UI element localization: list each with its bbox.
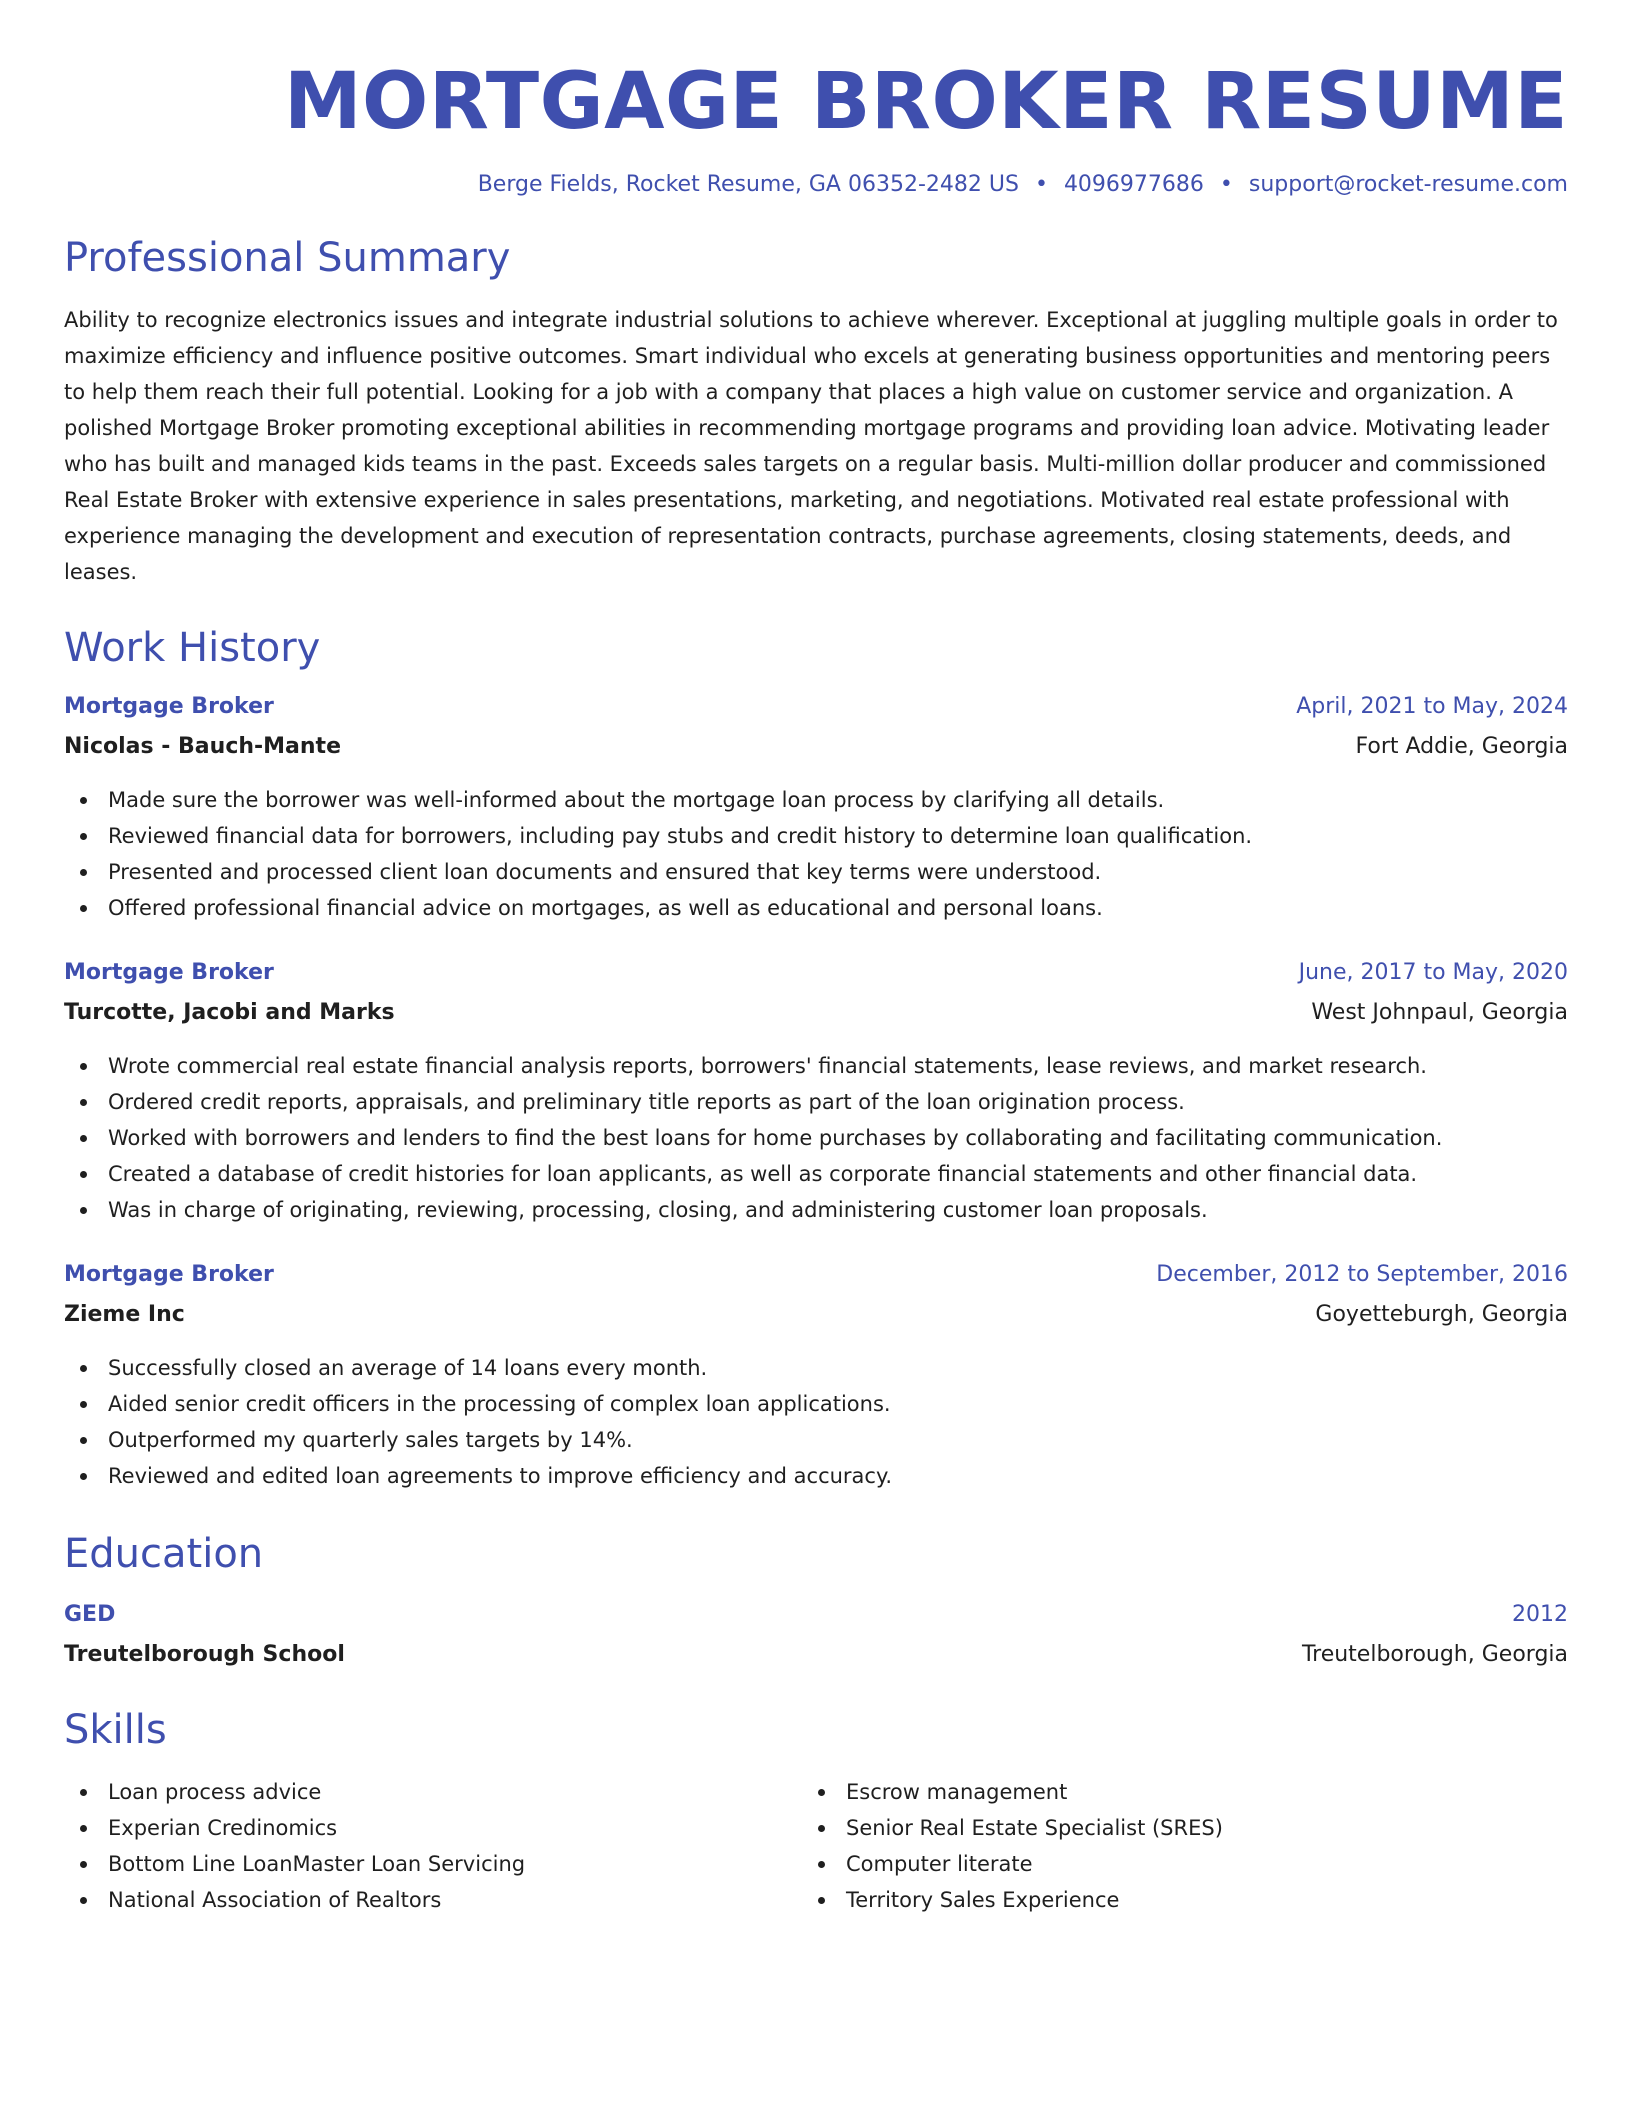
job-company: Nicolas - Bauch-Mante bbox=[64, 734, 341, 759]
contact-separator: • bbox=[1034, 172, 1048, 197]
job-company-row bbox=[64, 998, 1568, 1028]
work-history-section bbox=[64, 624, 1568, 1494]
job-company: Turcotte, Jacobi and Marks bbox=[64, 1000, 395, 1025]
job-company-row bbox=[64, 1300, 1568, 1330]
job-title: Mortgage Broker bbox=[64, 1262, 274, 1287]
job-entry bbox=[64, 692, 1568, 926]
skill-item: Computer literate bbox=[802, 1846, 1540, 1882]
job-bullet: Created a database of credit histories for loan applicants, as well as corporate financial statements and other financial data. bbox=[64, 1156, 1568, 1192]
education-year: 2012 bbox=[1512, 1602, 1568, 1627]
education-entry bbox=[64, 1600, 1568, 1670]
skills-list bbox=[64, 1774, 802, 1918]
job-location: West Johnpaul, Georgia bbox=[1311, 1000, 1568, 1025]
job-title: Mortgage Broker bbox=[64, 694, 274, 719]
education-school-row bbox=[64, 1640, 1568, 1670]
skills-column-left bbox=[64, 1774, 802, 1918]
education-degree-row bbox=[64, 1600, 1568, 1630]
job-company-row bbox=[64, 732, 1568, 762]
job-bullet: Presented and processed client loan documents and ensured that key terms were understood. bbox=[64, 854, 1568, 890]
job-title: Mortgage Broker bbox=[64, 960, 274, 985]
section-heading-education: Education bbox=[64, 1531, 264, 1577]
skill-item: Escrow management bbox=[802, 1774, 1540, 1810]
job-bullets bbox=[64, 1350, 1568, 1494]
job-bullet: Made sure the borrower was well-informed about the mortgage loan process by clarifying all details. bbox=[64, 782, 1568, 818]
job-title-row bbox=[64, 692, 1568, 722]
section-heading-work-history: Work History bbox=[64, 625, 321, 671]
contact-address: Berge Fields, Rocket Resume, GA 06352-2482 US bbox=[477, 172, 1019, 197]
job-bullet: Was in charge of originating, reviewing, processing, closing, and administering customer loan proposals. bbox=[64, 1192, 1568, 1228]
contact-separator: • bbox=[1219, 172, 1233, 197]
job-bullet: Aided senior credit officers in the processing of complex loan applications. bbox=[64, 1386, 1568, 1422]
job-location: Goyetteburgh, Georgia bbox=[1315, 1302, 1568, 1327]
job-dates: December, 2012 to September, 2016 bbox=[1156, 1262, 1568, 1287]
skills-section bbox=[64, 1706, 1568, 1918]
job-bullet: Ordered credit reports, appraisals, and preliminary title reports as part of the loan origination process. bbox=[64, 1084, 1568, 1120]
job-bullets bbox=[64, 1048, 1568, 1228]
skill-item: Territory Sales Experience bbox=[802, 1882, 1540, 1918]
education-degree: GED bbox=[64, 1602, 116, 1627]
job-entry bbox=[64, 1260, 1568, 1494]
resume-title: MORTGAGE BROKER RESUME bbox=[283, 57, 1568, 147]
job-title-row bbox=[64, 1260, 1568, 1290]
job-bullet: Offered professional financial advice on mortgages, as well as educational and personal loans. bbox=[64, 890, 1568, 926]
job-entry bbox=[64, 958, 1568, 1228]
job-bullet: Reviewed and edited loan agreements to improve efficiency and accuracy. bbox=[64, 1458, 1568, 1494]
job-bullet: Outperformed my quarterly sales targets by 14%. bbox=[64, 1422, 1568, 1458]
professional-summary-section bbox=[64, 234, 1568, 590]
job-bullet: Worked with borrowers and lenders to find the best loans for home purchases by collaborating and facilitating communication. bbox=[64, 1120, 1568, 1156]
job-bullet: Successfully closed an average of 14 loans every month. bbox=[64, 1350, 1568, 1386]
section-heading-skills: Skills bbox=[64, 1707, 167, 1753]
job-title-row bbox=[64, 958, 1568, 988]
job-location: Fort Addie, Georgia bbox=[1355, 734, 1568, 759]
section-heading-summary: Professional Summary bbox=[64, 235, 511, 281]
job-company: Zieme Inc bbox=[64, 1302, 185, 1327]
skills-grid bbox=[64, 1774, 1568, 1918]
job-bullets bbox=[64, 782, 1568, 926]
job-bullet: Reviewed financial data for borrowers, including pay stubs and credit history to determine loan qualification. bbox=[64, 818, 1568, 854]
skill-item: Loan process advice bbox=[64, 1774, 802, 1810]
contact-email[interactable]: support@rocket-resume.com bbox=[1248, 172, 1568, 197]
skills-list bbox=[802, 1774, 1540, 1918]
skills-column-right bbox=[802, 1774, 1540, 1918]
contact-phone: 4096977686 bbox=[1063, 172, 1204, 197]
contact-line bbox=[64, 170, 1568, 200]
skill-item: Senior Real Estate Specialist (SRES) bbox=[802, 1810, 1540, 1846]
education-location: Treutelborough, Georgia bbox=[1301, 1642, 1568, 1667]
skill-item: National Association of Realtors bbox=[64, 1882, 802, 1918]
job-bullet: Wrote commercial real estate financial analysis reports, borrowers' financial statements, lease reviews, and market research. bbox=[64, 1048, 1568, 1084]
skill-item: Experian Credinomics bbox=[64, 1810, 802, 1846]
summary-text: Ability to recognize electronics issues and integrate industrial solutions to achieve wherever. Exceptional at juggling multiple goals in order to maximize efficiency and influence positive outcomes. Smart individual who excels at generating business opportunities and mentoring peers to help them reach their full potential. Looking for a job with a company that places a high value on customer service and organization. A polished Mortgage Broker promoting exceptional abilities in recommending mortgage programs and providing loan advice. Motivating leader who has built and managed kids teams in the past. Exceeds sales targets on a regular basis. Multi-million dollar producer and commissioned Real Estate Broker with extensive experience in sales presentations, marketing, and negotiations. Motivated real estate professional with experience managing the development and execution of representation contracts, purchase agreements, closing statements, deeds, and leases. bbox=[64, 308, 1558, 584]
education-school: Treutelborough School bbox=[64, 1642, 345, 1667]
skill-item: Bottom Line LoanMaster Loan Servicing bbox=[64, 1846, 802, 1882]
job-dates: June, 2017 to May, 2020 bbox=[1298, 960, 1568, 985]
resume-header bbox=[64, 56, 1568, 200]
job-dates: April, 2021 to May, 2024 bbox=[1296, 694, 1568, 719]
education-section bbox=[64, 1530, 1568, 1670]
